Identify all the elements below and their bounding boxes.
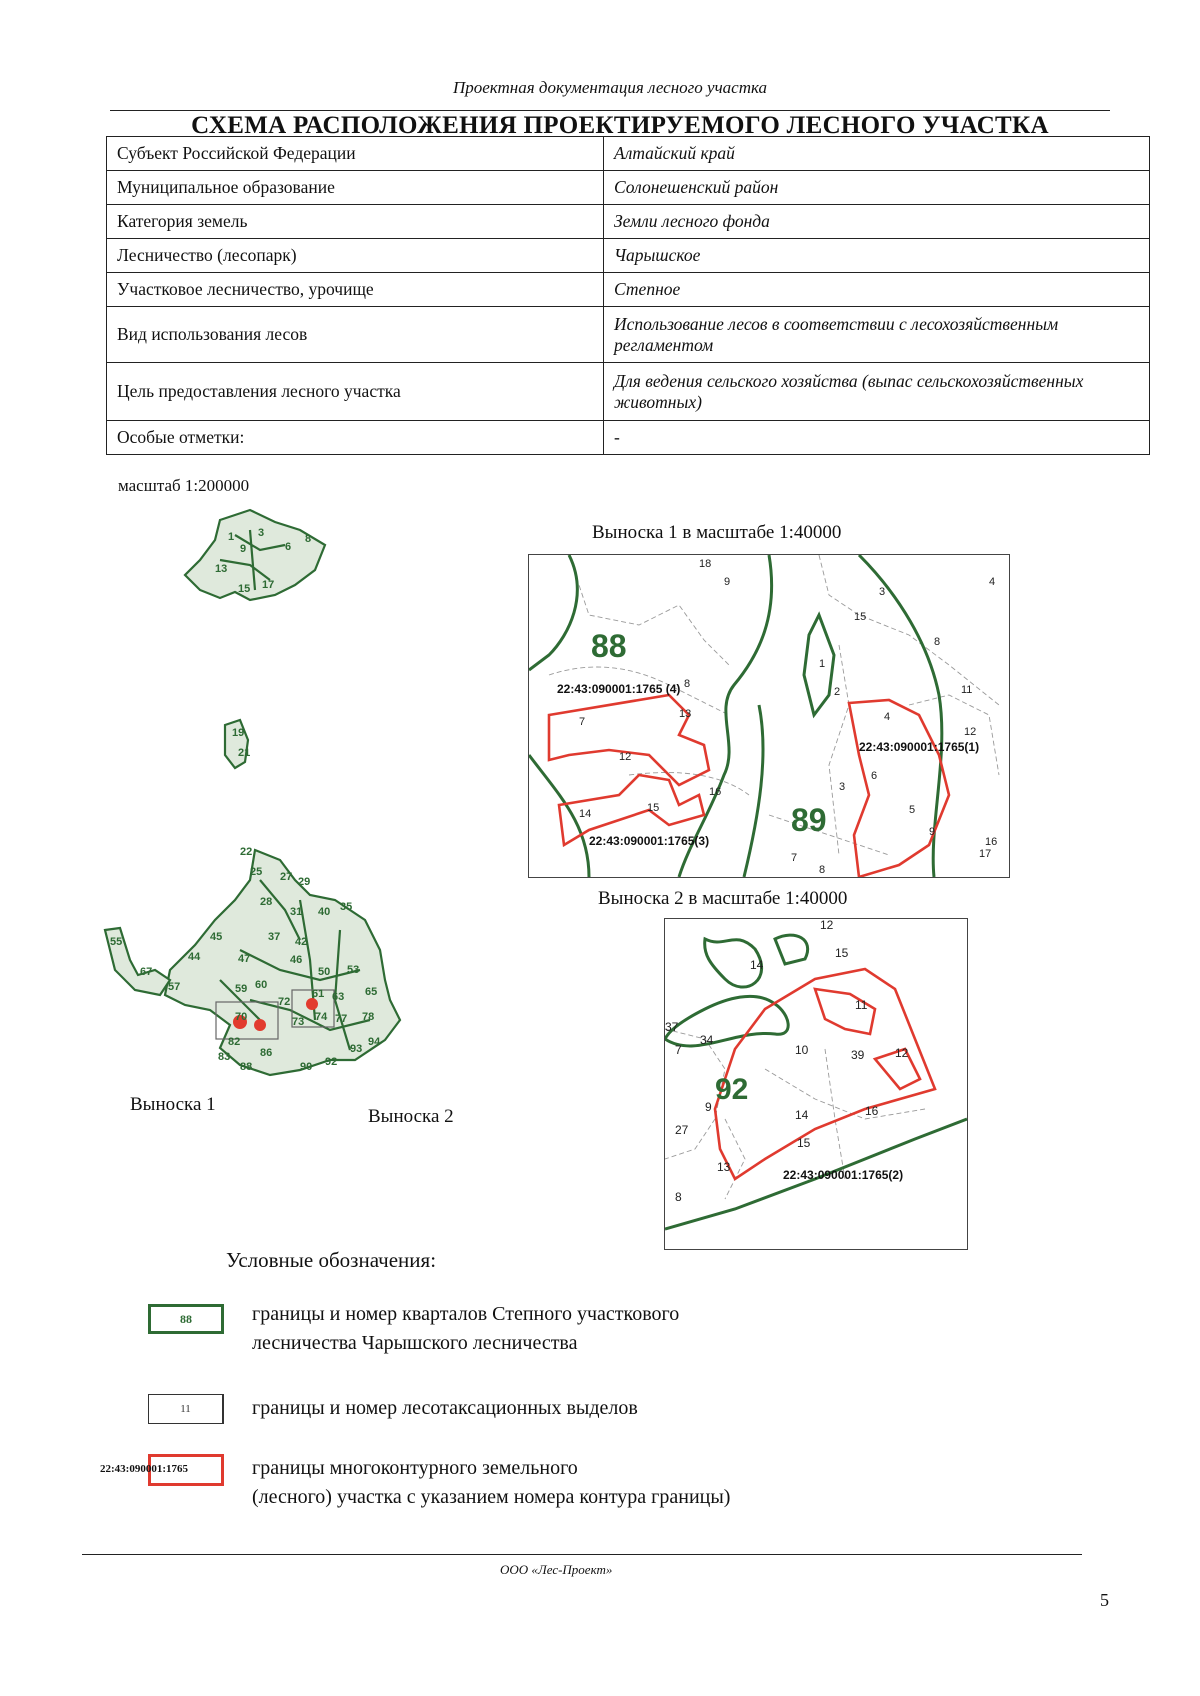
inset-2-title: Выноска 2 в масштабе 1:40000 — [598, 888, 848, 909]
legend-symbol-quarter: 88 — [148, 1304, 224, 1334]
table-key: Цель предоставления лесного участка — [107, 363, 604, 421]
parcel-numbers — [579, 558, 997, 876]
svg-text:37: 37 — [268, 931, 281, 943]
inset-1-title: Выноска 1 в масштабе 1:40000 — [592, 522, 842, 543]
svg-text:73: 73 — [292, 1016, 305, 1028]
svg-text:67: 67 — [140, 966, 153, 978]
table-value: Для ведения сельского хозяйства (выпас сельскохозяйственных животных) — [604, 363, 1150, 421]
table-value: Земли лесного фонда — [604, 205, 1150, 239]
svg-text:40: 40 — [318, 906, 331, 918]
svg-text:15: 15 — [854, 611, 867, 623]
legend-text-line: границы и номер кварталов Степного участкового — [252, 1303, 680, 1325]
svg-text:53: 53 — [347, 964, 360, 976]
table-row — [107, 273, 1150, 307]
svg-text:72: 72 — [278, 996, 291, 1008]
svg-text:88: 88 — [591, 628, 627, 664]
svg-text:39: 39 — [851, 1048, 865, 1062]
svg-text:25: 25 — [250, 866, 263, 878]
svg-text:17: 17 — [979, 848, 992, 860]
table-row — [107, 307, 1150, 363]
svg-text:29: 29 — [298, 876, 311, 888]
main-map-scale: масштаб 1:200000 — [118, 476, 250, 495]
svg-text:86: 86 — [260, 1047, 273, 1059]
svg-text:44: 44 — [188, 951, 201, 963]
svg-text:22:43:090001:1765(2): 22:43:090001:1765(2) — [783, 1168, 904, 1182]
svg-text:31: 31 — [290, 906, 303, 918]
main-map — [100, 500, 540, 1150]
svg-text:8: 8 — [675, 1190, 682, 1204]
svg-text:7: 7 — [791, 852, 798, 864]
svg-text:55: 55 — [110, 936, 123, 948]
svg-text:8: 8 — [934, 636, 941, 648]
svg-text:88: 88 — [240, 1061, 253, 1073]
svg-text:8: 8 — [684, 678, 691, 690]
svg-text:15: 15 — [238, 583, 251, 595]
svg-text:12: 12 — [964, 726, 977, 738]
svg-text:10: 10 — [795, 1043, 809, 1057]
quarter-labels — [715, 1073, 748, 1106]
svg-text:22:43:090001:1765(1): 22:43:090001:1765(1) — [859, 740, 980, 754]
table-value: - — [604, 421, 1150, 455]
table-key: Лесничество (лесопарк) — [107, 239, 604, 273]
table-key: Муниципальное образование — [107, 171, 604, 205]
svg-text:16: 16 — [709, 786, 722, 798]
table-value: Степное — [604, 273, 1150, 307]
svg-text:17: 17 — [262, 579, 275, 591]
svg-text:83: 83 — [218, 1051, 231, 1063]
svg-text:9: 9 — [240, 543, 247, 555]
document-title: СХЕМА РАСПОЛОЖЕНИЯ ПРОЕКТИРУЕМОГО ЛЕСНОГО УЧАСТКА — [191, 112, 1049, 139]
table-value: Солонешенский район — [604, 171, 1150, 205]
svg-text:92: 92 — [715, 1073, 749, 1106]
svg-text:1: 1 — [819, 658, 826, 670]
svg-text:27: 27 — [280, 871, 293, 883]
inset-2-map — [664, 918, 968, 1250]
svg-text:2: 2 — [834, 686, 841, 698]
svg-text:13: 13 — [679, 708, 692, 720]
table-row — [107, 363, 1150, 421]
svg-text:9: 9 — [724, 576, 731, 588]
table-row — [107, 137, 1150, 171]
parcel-numbers — [665, 919, 909, 1204]
svg-text:9: 9 — [705, 1100, 712, 1114]
legend-text-line: лесничества Чарышского лесничества — [252, 1332, 578, 1354]
page-number: 5 — [1100, 1590, 1109, 1610]
svg-text:93: 93 — [350, 1043, 363, 1055]
svg-text:60: 60 — [255, 979, 268, 991]
table-row — [107, 421, 1150, 455]
svg-text:77: 77 — [335, 1013, 348, 1025]
svg-text:82: 82 — [228, 1036, 241, 1048]
svg-text:15: 15 — [647, 802, 660, 814]
svg-text:47: 47 — [238, 953, 251, 965]
svg-text:22:43:090001:1765 (4): 22:43:090001:1765 (4) — [557, 682, 681, 696]
legend-symbol-stand: 11 — [148, 1394, 224, 1424]
table-key: Особые отметки: — [107, 421, 604, 455]
svg-text:3: 3 — [879, 586, 886, 598]
svg-text:5: 5 — [909, 804, 916, 816]
inset-1-drawing — [529, 555, 1009, 877]
svg-text:89: 89 — [791, 802, 827, 838]
table-row — [107, 171, 1150, 205]
svg-text:9: 9 — [929, 826, 936, 838]
svg-text:14: 14 — [579, 808, 592, 820]
table-value: Алтайский край — [604, 137, 1150, 171]
svg-text:12: 12 — [619, 751, 632, 763]
header-rule — [110, 110, 1110, 111]
svg-text:90: 90 — [300, 1061, 313, 1073]
legend-symbol-parcel-label: 22:43:090001:1765 — [100, 1463, 188, 1475]
svg-text:16: 16 — [865, 1104, 879, 1118]
table-key: Категория земель — [107, 205, 604, 239]
svg-text:27: 27 — [675, 1123, 689, 1137]
svg-text:4: 4 — [989, 576, 996, 588]
svg-text:6: 6 — [285, 541, 292, 553]
document-caption: Проектная документация лесного участка — [452, 78, 768, 97]
svg-text:3: 3 — [258, 527, 265, 539]
legend-item-stand — [252, 1394, 638, 1423]
svg-text:11: 11 — [855, 998, 868, 1012]
svg-text:65: 65 — [365, 986, 378, 998]
svg-text:6: 6 — [871, 770, 878, 782]
table-value: Чарышское — [604, 239, 1150, 273]
svg-text:70: 70 — [235, 1011, 248, 1023]
table-row — [107, 239, 1150, 273]
svg-text:1: 1 — [228, 531, 235, 543]
svg-text:94: 94 — [368, 1036, 381, 1048]
svg-text:46: 46 — [290, 954, 303, 966]
svg-text:78: 78 — [362, 1011, 375, 1023]
legend-text-line: (лесного) участка с указанием номера контура границы) — [252, 1486, 731, 1508]
svg-text:12: 12 — [820, 919, 834, 932]
footer-organization: ООО «Лес-Проект» — [500, 1562, 613, 1577]
svg-text:11: 11 — [961, 684, 973, 696]
svg-text:8: 8 — [305, 533, 312, 545]
svg-text:57: 57 — [168, 981, 181, 993]
legend-text-line: границы многоконтурного земельного — [252, 1457, 578, 1479]
svg-text:13: 13 — [215, 563, 228, 575]
quarter-labels — [591, 628, 827, 838]
svg-text:15: 15 — [797, 1136, 811, 1150]
callout-1-label: Выноска 1 — [130, 1094, 216, 1115]
svg-text:21: 21 — [238, 747, 251, 759]
svg-text:19: 19 — [232, 727, 245, 739]
svg-text:74: 74 — [315, 1011, 328, 1023]
table-key: Вид использования лесов — [107, 307, 604, 363]
svg-text:15: 15 — [835, 946, 849, 960]
legend-item-parcel — [252, 1454, 730, 1512]
svg-text:59: 59 — [235, 983, 248, 995]
svg-text:35: 35 — [340, 901, 353, 913]
svg-text:28: 28 — [260, 896, 273, 908]
info-table — [106, 136, 1150, 455]
svg-text:7: 7 — [579, 716, 586, 728]
svg-text:16: 16 — [985, 836, 998, 848]
svg-text:63: 63 — [332, 991, 345, 1003]
svg-text:14: 14 — [795, 1108, 809, 1122]
legend-text-line: границы и номер лесотаксационных выделов — [252, 1397, 638, 1419]
svg-text:22:43:090001:1765(3): 22:43:090001:1765(3) — [589, 834, 710, 848]
cadastral-labels — [557, 682, 979, 848]
svg-text:4: 4 — [884, 711, 891, 723]
cadastral-labels — [783, 1168, 903, 1182]
svg-text:12: 12 — [895, 1046, 909, 1060]
svg-text:8: 8 — [819, 864, 826, 876]
legend-item-quarter — [252, 1300, 679, 1358]
table-value: Использование лесов в соответствии с лесохозяйственным регламентом — [604, 307, 1150, 363]
svg-text:50: 50 — [318, 966, 331, 978]
table-row — [107, 205, 1150, 239]
svg-text:92: 92 — [325, 1056, 338, 1068]
quarter-cluster-top — [185, 510, 325, 600]
table-key: Субъект Российской Федерации — [107, 137, 604, 171]
svg-text:34: 34 — [700, 1033, 714, 1047]
svg-text:37: 37 — [665, 1020, 679, 1034]
inset-2-drawing — [665, 919, 967, 1249]
quarter-cluster-bottom — [105, 850, 400, 1075]
inset-1-map — [528, 554, 1010, 878]
svg-text:61: 61 — [312, 988, 325, 1000]
callout-2-label: Выноска 2 — [368, 1106, 454, 1127]
svg-text:45: 45 — [210, 931, 223, 943]
svg-text:42: 42 — [295, 936, 308, 948]
footer-rule — [82, 1554, 1082, 1555]
legend-title: Условные обозначения: — [226, 1248, 437, 1272]
svg-text:7: 7 — [675, 1043, 682, 1057]
svg-text:14: 14 — [750, 958, 764, 972]
svg-text:18: 18 — [699, 558, 712, 570]
table-key: Участковое лесничество, урочище — [107, 273, 604, 307]
svg-text:13: 13 — [717, 1160, 731, 1174]
svg-text:22: 22 — [240, 846, 253, 858]
svg-text:3: 3 — [839, 781, 846, 793]
